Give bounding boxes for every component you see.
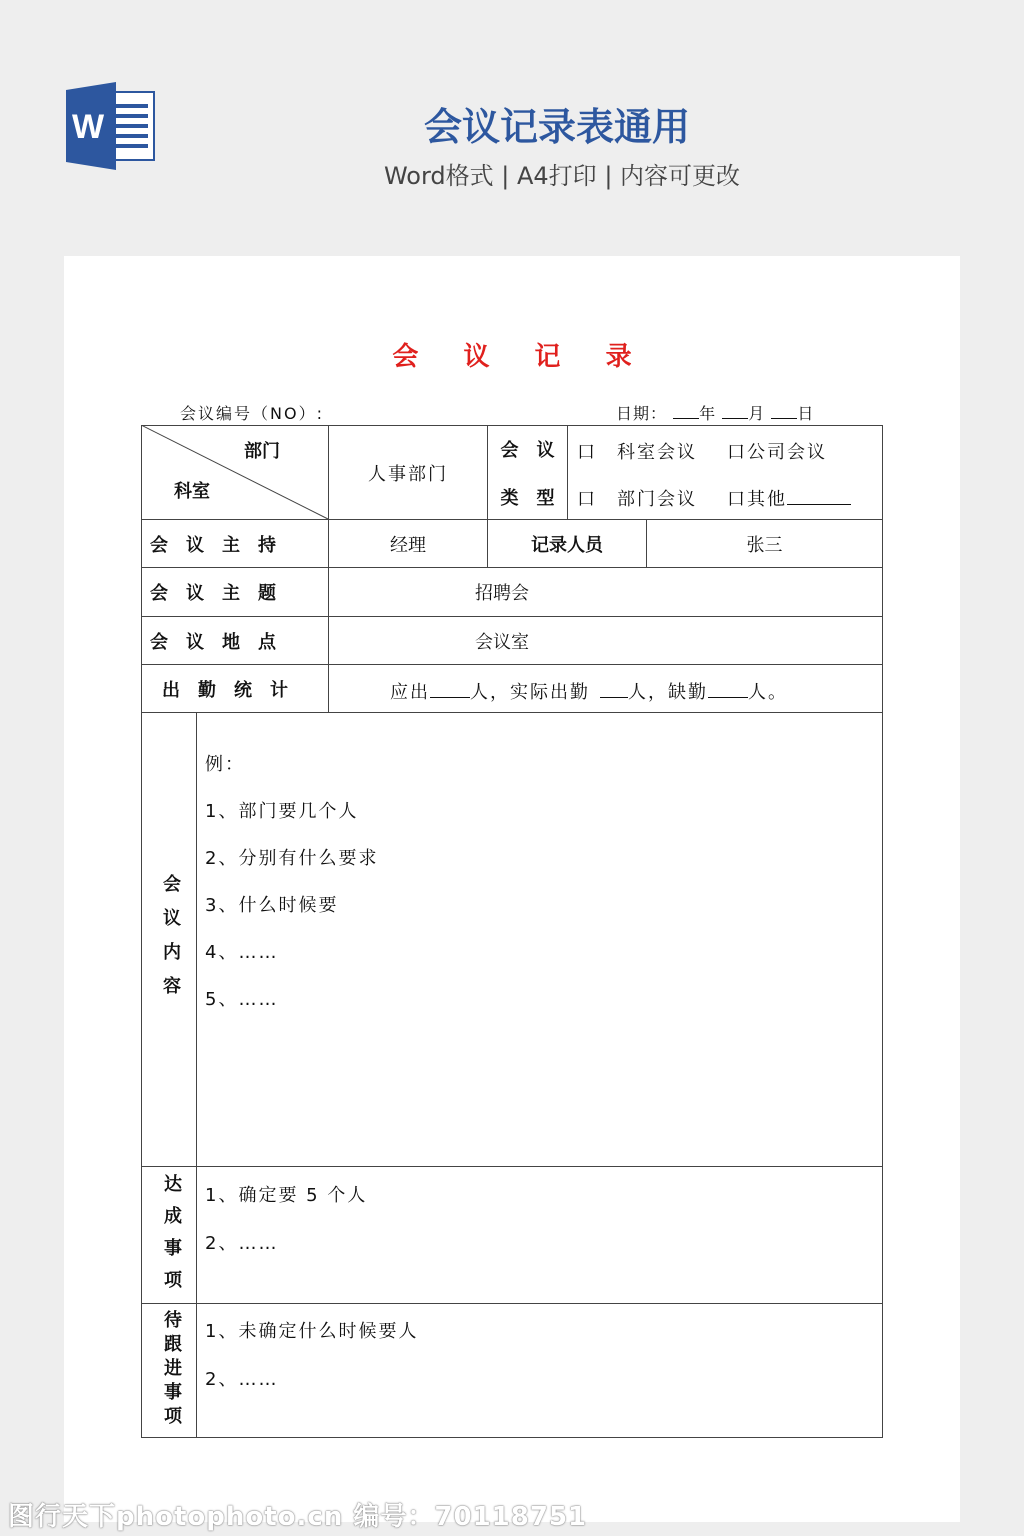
option-dept-meeting[interactable]: 口 部门会议: [577, 489, 697, 510]
absent-blank[interactable]: [708, 682, 748, 698]
option-other-label: 口其他: [727, 489, 787, 510]
pending-line[interactable]: 1、未确定什么时候要人: [205, 1321, 419, 1342]
content-line[interactable]: 1、部门要几个人: [205, 801, 359, 822]
dept-value[interactable]: 人事部门: [368, 463, 448, 485]
attendance-actual-label: 人，实际出勤: [470, 682, 590, 703]
attendance-end: 人。: [748, 682, 788, 703]
agreed-line[interactable]: 2、……: [205, 1233, 279, 1254]
attendance-absent-label: 人，缺勤: [628, 682, 708, 703]
agreed-line[interactable]: 1、确定要 5 个人: [205, 1185, 368, 1206]
content-line[interactable]: 4、……: [205, 942, 279, 963]
content-line[interactable]: 3、什么时候要: [205, 895, 339, 916]
host-label: 会 议 主 持: [150, 534, 276, 556]
attendance-label: 出 勤 统 计: [162, 679, 288, 701]
section-header: 科室: [174, 481, 210, 502]
day-blank[interactable]: [771, 405, 797, 419]
type-label-2: 类 型: [500, 488, 555, 509]
date-field: [616, 401, 814, 424]
actual-blank[interactable]: [600, 682, 628, 698]
attendance-expected-label: 应出: [390, 682, 430, 703]
option-company-meeting[interactable]: 口公司会议: [727, 442, 827, 463]
diagonal-header-line: [141, 425, 329, 520]
host-value[interactable]: 经理: [390, 534, 426, 556]
svg-text:W: W: [71, 108, 105, 146]
attendance-value[interactable]: [390, 678, 788, 704]
content-label: 会 议 内 容: [163, 874, 181, 997]
location-value[interactable]: 会议室: [475, 631, 529, 653]
agreed-label: 达 成 事 项: [164, 1174, 182, 1291]
day-label: 日: [797, 404, 815, 423]
table-border: [141, 1437, 883, 1438]
page-title: 会议记录表通用: [423, 105, 690, 149]
topic-value[interactable]: 招聘会: [475, 583, 529, 604]
table-border: [141, 1166, 883, 1167]
year-blank[interactable]: [673, 405, 699, 419]
table-border: [141, 425, 142, 1438]
dept-header: 部门: [244, 441, 280, 462]
date-label: 日期：: [616, 404, 668, 423]
year-label: 年: [699, 404, 717, 423]
pending-line[interactable]: 2、……: [205, 1369, 279, 1390]
topic-label: 会 议 主 题: [150, 583, 276, 604]
document-title: 会 议 记 录: [392, 342, 650, 372]
recorder-value[interactable]: 张三: [746, 534, 783, 556]
content-line[interactable]: 2、分别有什么要求: [205, 848, 379, 869]
content-line[interactable]: 5、……: [205, 989, 279, 1010]
table-border: [196, 712, 197, 1438]
page-subtitle: Word格式 | A4打印 | 内容可更改: [383, 162, 741, 190]
month-blank[interactable]: [722, 405, 748, 419]
other-blank[interactable]: [787, 489, 851, 505]
month-label: 月: [748, 404, 766, 423]
watermark: 图行天下photophoto.cn 编号：70118751: [8, 1502, 588, 1532]
option-section-meeting[interactable]: 口 科室会议: [577, 442, 697, 463]
location-label: 会 议 地 点: [150, 631, 276, 653]
table-border: [141, 712, 883, 713]
expected-blank[interactable]: [430, 682, 470, 698]
table-border: [141, 1303, 883, 1304]
table-border: [882, 425, 883, 1438]
table-border: [567, 425, 568, 520]
pending-label: 待 跟 进 事 项: [164, 1310, 182, 1427]
recorder-label: 记录人员: [531, 534, 603, 556]
type-label-1: 会 议: [500, 440, 555, 461]
content-line[interactable]: 例：: [205, 754, 245, 775]
option-other[interactable]: [727, 485, 851, 511]
meeting-number-label: 会议编号（NO）:: [180, 404, 324, 423]
